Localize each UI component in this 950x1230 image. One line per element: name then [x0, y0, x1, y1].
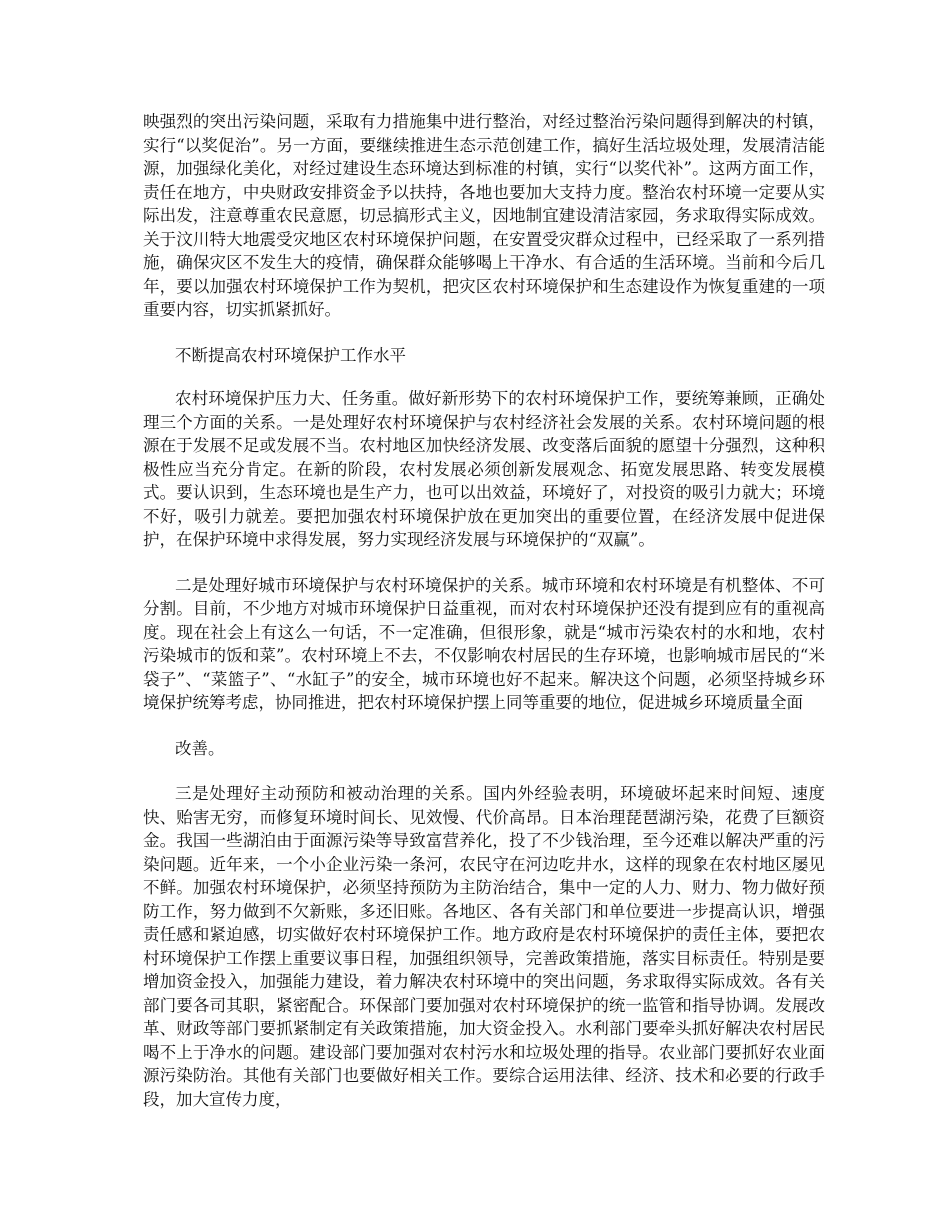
paragraph-4: 三是处理好主动预防和被动治理的关系。国内外经验表明，环境破坏起来时间短、速度快、贻害无穷，而修复环境时间长、见效慢、代价高昂。日本治理琵琶湖污染，花费了巨额资金。我国一些湖泊由于面源污染等导致富营养化，投了不少钱治理，至今还难以解决严重的污染问题。近年来，一个小企业污染一条河，农民守在河边吃井水，这样的现象在农村地区屡见不鲜。加强农村环境保护，必须坚持预防为主防治结合，集中一定的人力、财力、物力做好预防工作，努力做到不欠新账，多还旧账。各地区、各有关部门和单位要进一步提高认识，增强责任感和紧迫感，切实做好农村环境保护工作。地方政府是农村环境保护的责任主体，要把农村环境保护工作摆上重要议事日程，加强组织领导，完善政策措施，落实目标责任。特别是要增加资金投入，加强能力建设，着力解决农村环境中的突出问题，务求取得实际成效。各有关部门要各司其职，紧密配合。环保部门要加强对农村环境保护的统一监管和指导协调。发展改革、财政等部门要抓紧制定有关政策措施，加大资金投入。水利部门要牵头抓好解决农村居民喝不上于净水的问题。建设部门要加强对农村污水和垃圾处理的指导。农业部门要抓好农业面源污染防治。其他有关部门也要做好相关工作。要综合运用法律、经济、技术和必要的行政手段，加大宣传力度， [143, 784, 825, 1109]
paragraph-gap [143, 322, 825, 344]
paragraph-3-continued: 改善。 [175, 738, 225, 758]
paragraph-gap [143, 367, 825, 387]
section-heading: 不断提高农村环境保护工作水平 [175, 345, 406, 365]
paragraph-3: 二是处理好城市环境保护与农村环境保护的关系。城市环境和农村环境是有机整体、不可分割。目前，不少地方对城市环境保护日益重视，而对农村环境保护还没有提到应有的重视高度。现在社会上有这么一句话，不一定准确，但很形象，就是“城市污染农村的水和地，农村污染城市的饭和菜”。农村环境上不去，不仅影响农村居民的生存环境，也影响城市居民的“米袋子”、“菜篮子”、“水缸子”的安全，城市环境也好不起来。解决这个问题，必须坚持城乡环境保护统筹考虑，协同推进，把农村环境保护摆上同等重要的地位，促进城乡环境质量全面 [143, 575, 825, 712]
paragraph-gap [143, 715, 825, 737]
paragraph-gap [143, 552, 825, 574]
paragraph-gap [143, 760, 825, 782]
document-page [143, 110, 825, 1111]
paragraph-1: 映强烈的突出污染问题，采取有力措施集中进行整治，对经过整治污染问题得到解决的村镇，实行“以奖促治”。另一方面，要继续推进生态示范创建工作，搞好生活垃圾处理，发展清洁能源，加强绿化美化，对经过建设生态环境达到标准的村镇，实行“以奖代补”。这两方面工作，责任在地方，中央财政安排资金予以扶持，各地也要加大支持力度。整治农村环境一定要从实际出发，注意尊重农民意愿，切忌搞形式主义，因地制宜建设清洁家园，务求取得实际成效。关于汶川特大地震受灾地区农村环境保护问题，在安置受灾群众过程中，已经采取了一系列措施，确保灾区不发生大的疫情，确保群众能够喝上干净水、有合适的生活环境。当前和今后几年，要以加强农村环境保护工作为契机，把灾区农村环境保护和生态建设作为恢复重建的一项重要内容，切实抓紧抓好。 [143, 112, 825, 319]
paragraph-2: 农村环境保护压力大、任务重。做好新形势下的农村环境保护工作，要统筹兼顾，正确处理三个方面的关系。一是处理好农村环境保护与农村经济社会发展的关系。农村环境问题的根源在于发展不足或发展不当。农村地区加快经济发展、改变落后面貌的愿望十分强烈，这种积极性应当充分肯定。在新的阶段，农村发展必须创新发展观念、拓宽发展思路、转变发展模式。要认识到，生态环境也是生产力，也可以出效益，环境好了，对投资的吸引力就大；环境不好，吸引力就差。要把加强农村环境保护放在更加突出的重要位置，在经济发展中促进保护，在保护环境中求得发展，努力实现经济发展与环境保护的“双赢”。 [143, 389, 825, 549]
